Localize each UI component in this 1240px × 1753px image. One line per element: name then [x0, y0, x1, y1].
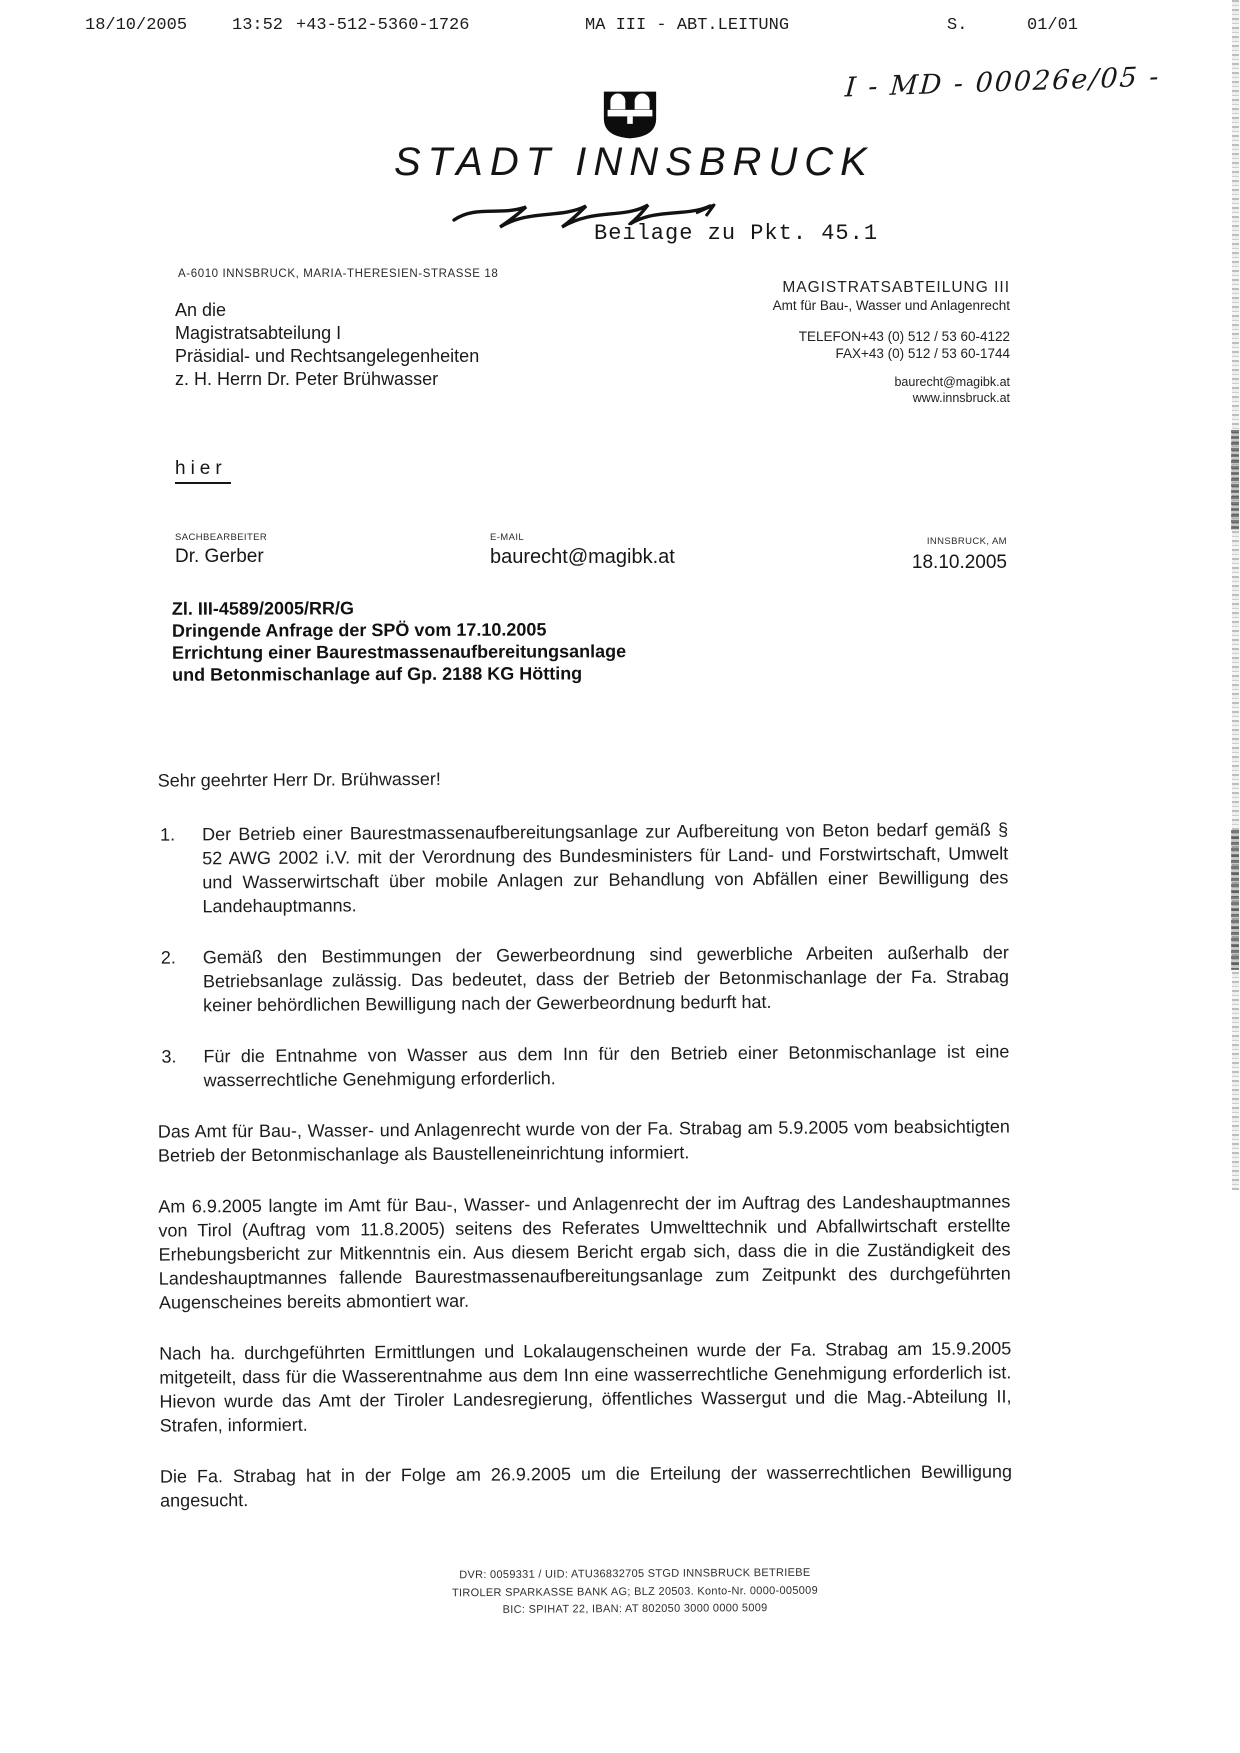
- department-name: MAGISTRATSABTEILUNG III: [782, 279, 1010, 296]
- fax-time: 13:52: [232, 16, 284, 35]
- attachment-note: Beilage zu Pkt. 45.1: [594, 221, 879, 246]
- subject-block: [172, 596, 626, 686]
- numbered-item: [157, 940, 1009, 1017]
- recipient-line: z. H. Herrn Dr. Peter Brühwasser: [175, 369, 439, 389]
- letterhead-title: STADT INNSBRUCK: [394, 140, 874, 184]
- body-paragraph: Das Amt für Bau-, Wasser- und Anlagenrecht wurde von der Fa. Strabag am 5.9.2005 vom beabsichtigten Betrieb der Betonmischanlage als Baustelleneinrichtung informiert.: [157, 1116, 1010, 1166]
- email-label: E-MAIL: [490, 532, 525, 543]
- email-address: baurecht@magibk.at: [894, 375, 1010, 389]
- city-crest-icon: [602, 90, 658, 145]
- clerk-label: SACHBEARBEITER: [175, 532, 268, 543]
- salutation: Sehr geehrter Herr Dr. Brühwasser!: [157, 768, 441, 791]
- recipient-line: An die: [175, 300, 227, 320]
- footer-line: TIROLER SPARKASSE BANK AG; BLZ 20503. Konto-Nr. 0000-005009: [451, 1584, 819, 1599]
- letter-body: [156, 763, 1013, 1539]
- item-number: 2.: [160, 947, 176, 968]
- location-note: hier: [175, 458, 231, 484]
- fax-sender: MA III - ABT.LEITUNG: [585, 16, 790, 35]
- fax-page-number: 01/01: [1027, 16, 1079, 35]
- fax-date: 18/10/2005: [85, 16, 188, 35]
- website: www.innsbruck.at: [912, 391, 1010, 405]
- footer-line: BIC: SPIHAT 22, IBAN: AT 802050 3000 0000 5009: [502, 1602, 768, 1616]
- fax-transmission-header: [0, 16, 1240, 42]
- fax-line: FAX+43 (0) 512 / 53 60-1744: [835, 346, 1010, 361]
- recipient-line: Magistratsabteilung I: [175, 323, 342, 343]
- item-text: Gemäß den Bestimmungen der Gewerbeordnung sind gewerbliche Arbeiten außerhalb der Betriebsanlage zulässig. Das bedeutet, dass der Betrieb der Betonmischanlage der Fa. Strabag keiner behördlichen Bewilligung nach der Gewerbeordnung bedurft hat.: [202, 942, 1009, 1016]
- telephone-line: TELEFON+43 (0) 512 / 53 60-4122: [798, 329, 1010, 344]
- body-paragraph: Die Fa. Strabag hat in der Folge am 26.9.2005 um die Erteilung der wasserrechtlichen Bewilligung angesucht.: [159, 1461, 1013, 1511]
- recipient-line: Präsidial- und Rechtsangelegenheiten: [175, 346, 480, 366]
- office-name: Amt für Bau-, Wasser und Anlagenrecht: [772, 298, 1010, 313]
- letter-date: 18.10.2005: [911, 552, 1007, 573]
- body-paragraph: Am 6.9.2005 langte im Amt für Bau-, Wasser- und Anlagenrecht der im Auftrag des Landeshauptmannes von Tirol (Auftrag vom 11.8.2005) seitens des Referates Umwelttechnik und Abfallwirtschaft erstellte Erhebungsbericht zur Mitkenntnis ein. Aus diesem Bericht ergab sich, dass die in die Zuständigkeit des Landeshauptmannes fallende Baurestmassenaufbereitungsanlage zum Zeitpunkt des durchgeführten Augenscheines bereits abmontiert war.: [158, 1191, 1011, 1313]
- footer-line: DVR: 0059331 / UID: ATU36832705 STGD INNSBRUCK BETRIEBE: [459, 1566, 811, 1582]
- body-paragraph: Nach ha. durchgeführten Ermittlungen und Lokalaugenscheinen wurde der Fa. Strabag am 15.9.2005 mitgeteilt, dass für die Wasserentnahme aus dem Inn eine wasserrechtliche Genehmigung erforderlich ist. Hievon wurde das Amt der Tiroler Landesregierung, öffentliches Wassergut und die Mag.-Abteilung II, Strafen, informiert.: [159, 1338, 1012, 1436]
- fax-page-label: S.: [947, 16, 968, 35]
- subject-line: und Betonmischanlage auf Gp. 2188 KG Hötting: [172, 663, 583, 685]
- item-number: 3.: [161, 1046, 177, 1067]
- fax-number: +43-512-5360-1726: [296, 16, 470, 35]
- numbered-item: [156, 817, 1009, 918]
- subject-reference: Zl. III-4589/2005/RR/G: [171, 598, 355, 619]
- clerk-name: Dr. Gerber: [175, 546, 264, 567]
- item-number: 1.: [159, 824, 176, 845]
- item-text: Für die Entnahme von Wasser aus dem Inn für den Betrieb einer Betonmischanlage ist eine wasserrechtliche Genehmigung erforderlich.: [203, 1041, 1010, 1091]
- document-footer: [255, 1563, 1015, 1621]
- sender-address-line: A-6010 INNSBRUCK, MARIA-THERESIEN-STRASSE 18: [178, 268, 499, 280]
- scan-artifact-dark-segment: [1231, 430, 1239, 530]
- subject-line: Errichtung einer Baurestmassenaufbereitungsanlage: [172, 641, 627, 663]
- email-value: baurecht@magibk.at: [490, 546, 675, 568]
- scan-artifact-strip: [1232, 0, 1239, 1190]
- recipient-block: [175, 299, 479, 391]
- department-contact-block: [773, 279, 1010, 405]
- numbered-item: [157, 1039, 1009, 1092]
- subject-line: Dringende Anfrage der SPÖ vom 17.10.2005: [171, 619, 547, 641]
- place-date-label: INNSBRUCK, AM: [926, 536, 1007, 547]
- item-text: Der Betrieb einer Baurestmassenaufbereitungsanlage zur Aufbereitung von Beton bedarf gemäß § 52 AWG 2002 i.V. mit der Verordnung des Bundesministers für Land- und Forstwirtschaft, Umwelt und Wasserwirtschaft über mobile Anlagen zur Behandlung von Abfällen einer Bewilligung des Landehauptmanns.: [201, 819, 1009, 917]
- handwritten-reference: I - MD - 00026e/05 -: [844, 61, 1162, 104]
- scan-artifact-dark-segment: [1231, 830, 1239, 970]
